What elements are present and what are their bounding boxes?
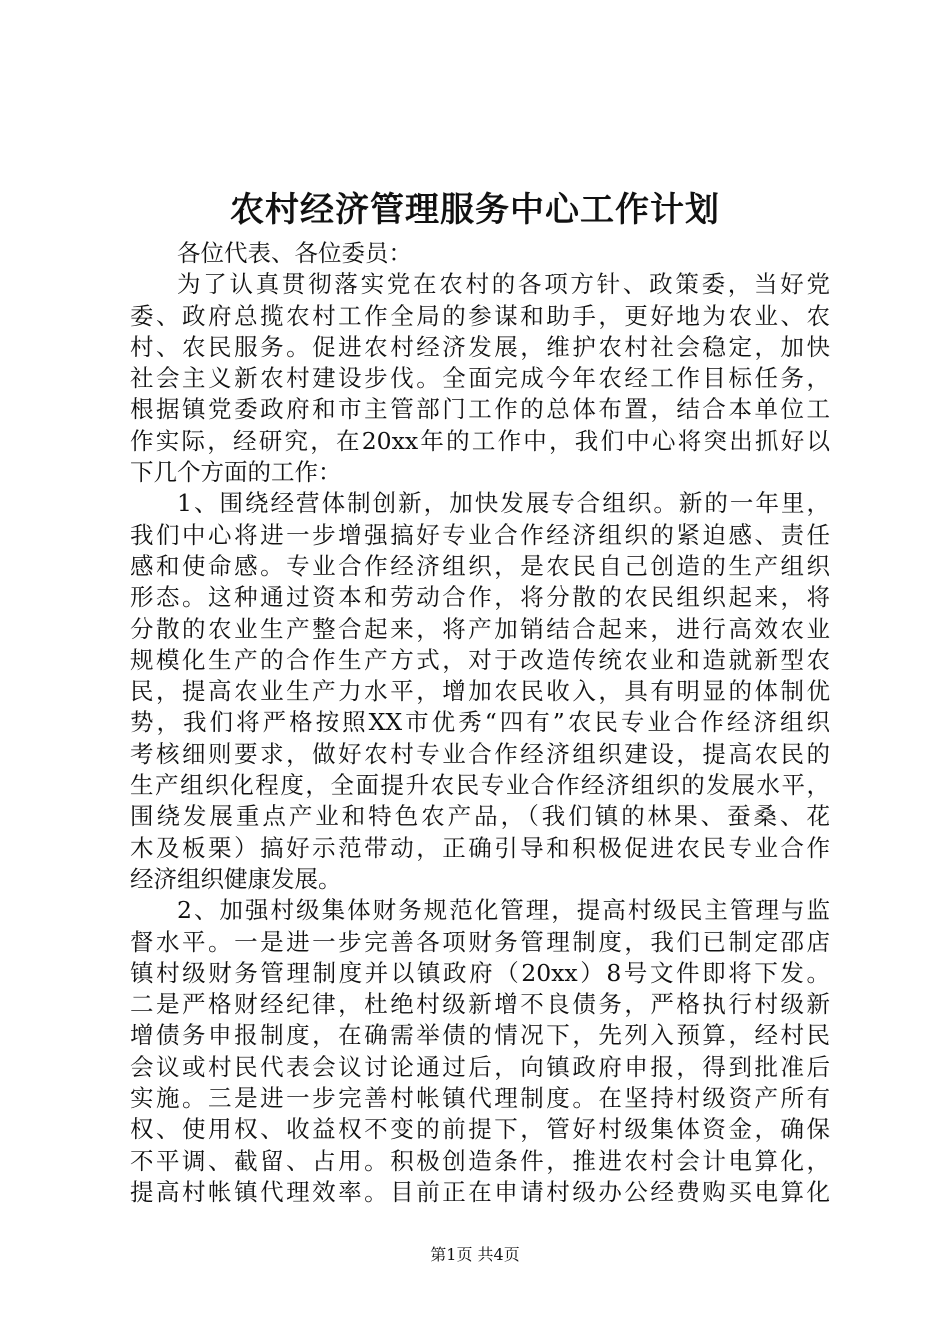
body-line: 形态。这种通过资本和劳动合作，将分散的农民组织起来，将 [130,583,830,612]
body-line: 不平调、截留、占用。积极创造条件，推进农村会计电算化， [130,1146,830,1175]
body-line: 根据镇党委政府和市主管部门工作的总体布置，结合本单位工 [130,395,830,424]
body-line: 2、加强村级集体财务规范化管理，提高村级民主管理与监 [177,896,830,925]
body-line: 村、农民服务。促进农村经济发展，维护农村社会稳定，加快 [130,332,830,361]
body-line: 各位代表、各位委员： [177,239,412,267]
body-line: 增债务申报制度，在确需举债的情况下，先列入预算，经村民 [130,1021,830,1050]
body-line: 权、使用权、收益权不变的前提下，管好村级集体资金，确保 [130,1115,830,1144]
body-line: 委、政府总揽农村工作全局的参谋和助手，更好地为农业、农 [130,301,830,330]
document-title: 农村经济管理服务中心工作计划 [230,190,720,230]
body-line: 社会主义新农村建设步伐。全面完成今年农经工作目标任务， [130,364,830,393]
body-line: 木及板栗）搞好示范带动，正确引导和积极促进农民专业合作 [130,833,830,862]
body-line: 提高村帐镇代理效率。目前正在申请村级办公经费购买电算化 [130,1177,830,1206]
body-line: 势，我们将严格按照XX市优秀“四有”农民专业合作经济组织 [130,708,830,737]
body-line: 实施。三是进一步完善村帐镇代理制度。在坚持村级资产所有 [130,1084,830,1113]
body-line: 我们中心将进一步增强搞好专业合作经济组织的紧迫感、责任 [130,520,830,549]
body-line: 分散的农业生产整合起来，将产加销结合起来，进行高效农业 [130,614,830,643]
body-line: 二是严格财经纪律，杜绝村级新增不良债务，严格执行村级新 [130,990,830,1019]
body-line: 考核细则要求，做好农村专业合作经济组织建设，提高农民的 [130,739,830,768]
page-footer: 第1页 共4页 [430,1245,520,1264]
body-line: 民，提高农业生产力水平，增加农民收入，具有明显的体制优 [130,677,830,706]
body-line: 下几个方面的工作： [130,458,342,487]
body-line: 经济组织健康发展。 [130,864,342,893]
body-line: 1、围绕经营体制创新，加快发展专合组织。新的一年里， [177,489,830,518]
body-line: 围绕发展重点产业和特色农产品，（我们镇的林果、蚕桑、花 [130,802,830,831]
body-line: 作实际，经研究，在20xx年的工作中，我们中心将突出抓好以 [130,426,830,455]
body-line: 生产组织化程度，全面提升农民专业合作经济组织的发展水平， [130,771,830,800]
body-line: 规模化生产的合作生产方式，对于改造传统农业和造就新型农 [130,645,830,674]
body-line: 感和使命感。专业合作经济组织，是农民自己创造的生产组织 [130,551,830,580]
document-body [130,238,830,1208]
body-line: 督水平。一是进一步完善各项财务管理制度，我们已制定邵店 [130,927,830,956]
body-line: 为了认真贯彻落实党在农村的各项方针、政策委，当好党 [177,270,830,299]
body-line: 镇村级财务管理制度并以镇政府（20xx）8号文件即将下发。 [130,958,830,987]
body-line: 会议或村民代表会议讨论通过后，向镇政府申报，得到批准后 [130,1052,830,1081]
